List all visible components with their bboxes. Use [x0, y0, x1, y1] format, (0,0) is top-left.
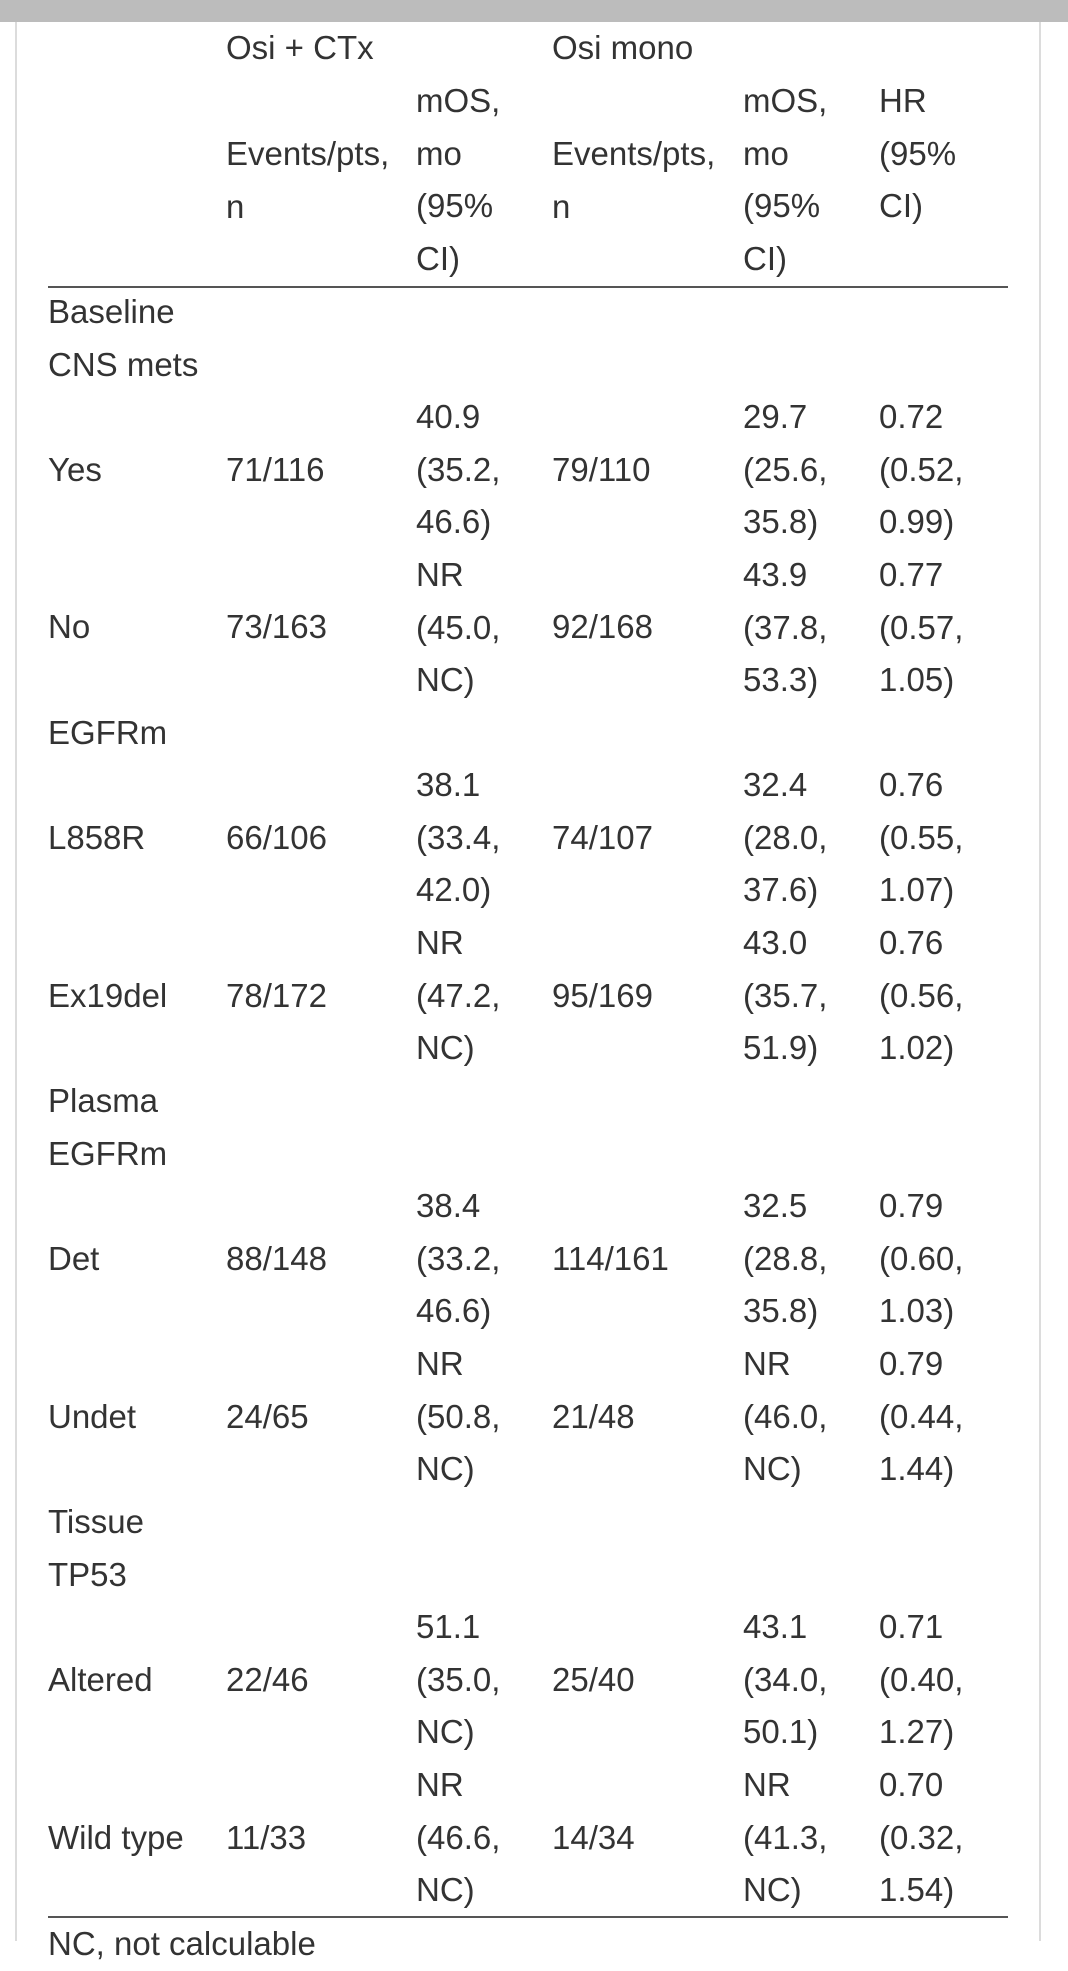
mos-osi-ctx: 40.9 (35.2, 46.6)	[416, 398, 501, 541]
events-osi-mono: 95/169	[552, 977, 653, 1014]
events-osi-mono: 74/107	[552, 819, 653, 856]
top-bar	[0, 0, 1068, 22]
header-group-osi-ctx: Osi + CTx	[226, 29, 374, 66]
mos-osi-mono: 29.7 (25.6, 35.8)	[743, 398, 828, 541]
mos-osi-ctx: 38.4 (33.2, 46.6)	[416, 1187, 501, 1330]
row-label: Yes	[48, 451, 102, 488]
events-osi-ctx: 71/116	[226, 451, 325, 488]
mos-osi-mono: 32.5 (28.8, 35.8)	[743, 1187, 828, 1330]
section-label: Tissue TP53	[48, 1503, 144, 1593]
mos-osi-mono: 32.4 (28.0, 37.6)	[743, 766, 828, 909]
events-osi-mono: 114/161	[552, 1240, 669, 1277]
mos-osi-ctx: NR (45.0, NC)	[416, 556, 501, 699]
events-osi-mono: 92/168	[552, 608, 653, 645]
events-osi-mono: 21/48	[552, 1398, 635, 1435]
events-osi-ctx: 73/163	[226, 608, 327, 645]
hazard-ratio: 0.79 (0.60, 1.03)	[879, 1187, 964, 1330]
row-label: Altered	[48, 1661, 153, 1698]
events-osi-mono: 79/110	[552, 451, 651, 488]
header-hr: HR (95% CI)	[879, 82, 957, 225]
mos-osi-mono: NR (41.3, NC)	[743, 1766, 828, 1909]
mos-osi-ctx: 51.1 (35.0, NC)	[416, 1608, 501, 1751]
mos-osi-ctx: NR (47.2, NC)	[416, 924, 501, 1067]
row-label: L858R	[48, 819, 146, 856]
hazard-ratio: 0.79 (0.44, 1.44)	[879, 1345, 964, 1488]
row-label: Wild type	[48, 1819, 184, 1856]
events-osi-mono: 25/40	[552, 1661, 635, 1698]
events-osi-mono: 14/34	[552, 1819, 635, 1856]
header-group-osi-mono: Osi mono	[552, 29, 694, 66]
header-mos-osi-mono: mOS, mo (95% CI)	[743, 82, 828, 277]
hazard-ratio: 0.72 (0.52, 0.99)	[879, 398, 964, 541]
mos-osi-ctx: 38.1 (33.4, 42.0)	[416, 766, 501, 909]
row-label: No	[48, 608, 91, 645]
header-events-osi-ctx: Events/pts, n	[226, 135, 390, 225]
mos-osi-ctx: NR (46.6, NC)	[416, 1766, 501, 1909]
events-osi-ctx: 24/65	[226, 1398, 309, 1435]
hazard-ratio: 0.77 (0.57, 1.05)	[879, 556, 964, 699]
mos-osi-mono: 43.0 (35.7, 51.9)	[743, 924, 828, 1067]
row-label: Det	[48, 1240, 100, 1277]
hazard-ratio: 0.70 (0.32, 1.54)	[879, 1766, 964, 1909]
section-label: Plasma EGFRm	[48, 1082, 168, 1172]
mos-osi-ctx: NR (50.8, NC)	[416, 1345, 501, 1488]
row-label: Ex19del	[48, 977, 168, 1014]
hazard-ratio: 0.76 (0.56, 1.02)	[879, 924, 964, 1067]
section-label: EGFRm	[48, 714, 168, 751]
header-events-osi-mono: Events/pts, n	[552, 135, 716, 225]
hazard-ratio: 0.76 (0.55, 1.07)	[879, 766, 964, 909]
mos-osi-mono: 43.1 (34.0, 50.1)	[743, 1608, 828, 1751]
events-osi-ctx: 66/106	[226, 819, 327, 856]
events-osi-ctx: 78/172	[226, 977, 327, 1014]
header-mos-osi-ctx: mOS, mo (95% CI)	[416, 82, 501, 277]
row-label: Undet	[48, 1398, 137, 1435]
mos-osi-mono: NR (46.0, NC)	[743, 1345, 828, 1488]
events-osi-ctx: 11/33	[226, 1819, 307, 1856]
section-label: Baseline CNS mets	[48, 293, 199, 383]
events-osi-ctx: 22/46	[226, 1661, 309, 1698]
table-footnote: NC, not calculable	[48, 1925, 316, 1962]
events-osi-ctx: 88/148	[226, 1240, 327, 1277]
hazard-ratio: 0.71 (0.40, 1.27)	[879, 1608, 964, 1751]
mos-osi-mono: 43.9 (37.8, 53.3)	[743, 556, 828, 699]
